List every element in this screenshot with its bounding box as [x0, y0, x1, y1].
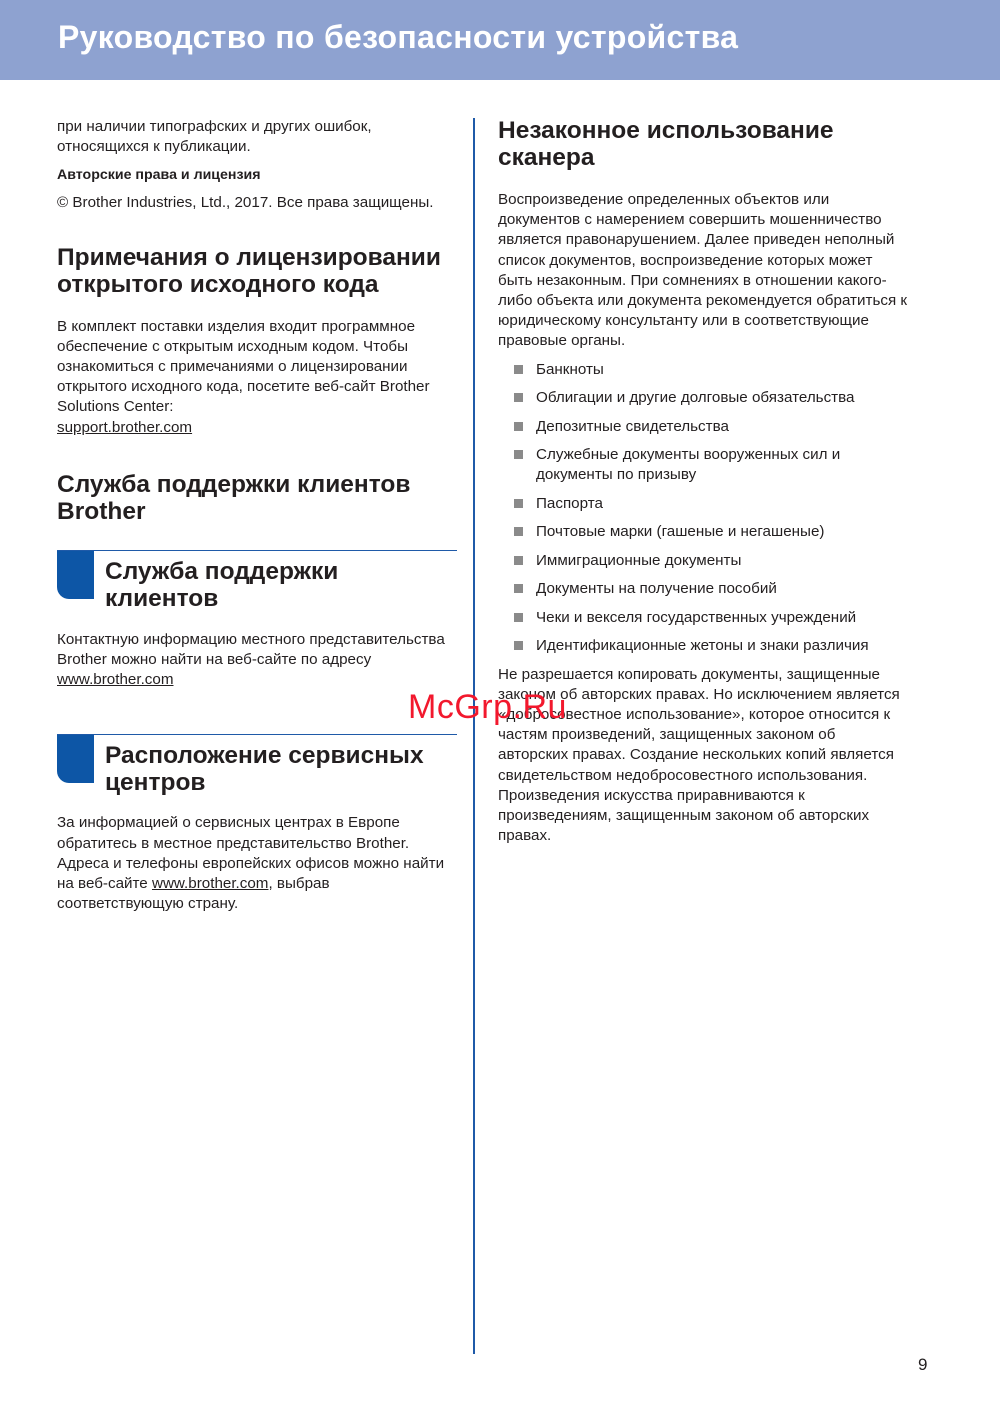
list-item: Паспорта	[498, 494, 908, 514]
scanner-misuse-intro: Воспроизведение определенных объектов или документов с намерением совершить мошенничество является правонарушением. Далее приведен неполный список документов, воспроизведение которых может быть незаконным. При сомнениях в отношении какого-либо объекта или документа рекомендуется обратиться к юридическому консультанту или в соответствующие правовые органы.	[498, 191, 908, 350]
customer-service-text	[57, 630, 457, 691]
bullet-square-icon	[514, 556, 523, 565]
watermark: McGrp.Ru	[408, 688, 567, 726]
bullet-square-icon	[514, 450, 523, 459]
scanner-misuse-title: Незаконное использование сканера	[498, 117, 834, 171]
oss-title: Примечания о лицензировании открытого исходного кода	[57, 243, 441, 298]
list-item: Документы на получение пособий	[498, 579, 908, 599]
service-centers-text-after: , выбрав соответствующую страну.	[57, 875, 330, 913]
section-marker	[57, 735, 94, 783]
list-item: Служебные документы вооруженных сил и документы по призыву	[498, 445, 908, 485]
document-list	[498, 360, 908, 657]
customer-service-header	[57, 550, 457, 615]
service-centers-text	[57, 813, 457, 914]
list-item: Иммиграционные документы	[498, 551, 908, 571]
bullet-square-icon	[514, 499, 523, 508]
support-link[interactable]: support.brother.com	[57, 418, 193, 436]
brother-link[interactable]: www.brother.com	[57, 671, 174, 689]
service-centers-text-before: За информацией о сервисных центрах в Европе обратитесь в местное представительство Brother. Адреса и телефоны европейских офисов можно найти на веб-сайте	[57, 814, 445, 893]
list-item: Чеки и векселя государственных учреждений	[498, 608, 908, 628]
list-item: Облигации и другие долговые обязательства	[498, 388, 908, 408]
scanner-misuse-outro: Не разрешается копировать документы, защищенные законом об авторских правах. Но исключением является «добросовестное использование», которое относится к частям произведений, защищенных законом об авторских правах. Создание нескольких копий является свидетельством недобросовестного использования. Произведения искусства приравниваются к произведениям, защищенным законом об авторских правах.	[498, 665, 900, 845]
right-column	[498, 117, 908, 846]
copyright-heading: Авторские права и лицензия	[57, 167, 261, 184]
support-title: Служба поддержки клиентов Brother	[57, 470, 411, 525]
list-item: Банкноты	[498, 360, 908, 380]
service-centers-header	[57, 734, 457, 799]
list-item: Почтовые марки (гашеные и негашеные)	[498, 522, 908, 542]
copyright-text: © Brother Industries, Ltd., 2017. Все права защищены.	[57, 194, 434, 212]
list-item: Депозитные свидетельства	[498, 417, 908, 437]
bullet-square-icon	[514, 613, 523, 622]
oss-text	[57, 317, 457, 438]
page-number: 9	[918, 1355, 928, 1374]
customer-service-text-body: Контактную информацию местного представительства Brother можно найти на веб-сайте по адресу	[57, 630, 445, 669]
bullet-square-icon	[514, 365, 523, 374]
page-title: Руководство по безопасности устройства	[58, 19, 739, 55]
oss-text-body: В комплект поставки изделия входит программное обеспечение с открытым исходным кодом. Чтобы ознакомиться с примечаниями о лицензировании открытого исходного кода, посетите веб-сайт Brother Solutions Center:	[57, 317, 430, 416]
customer-service-title: Служба поддержки клиентов	[105, 557, 339, 612]
service-centers-title: Расположение сервисных центров	[105, 742, 424, 797]
bullet-square-icon	[514, 393, 523, 402]
bullet-square-icon	[514, 422, 523, 431]
bullet-square-icon	[514, 527, 523, 536]
brother-link-2[interactable]: www.brother.com	[151, 875, 269, 893]
list-item: Идентификационные жетоны и знаки различия	[498, 636, 908, 656]
section-marker	[57, 551, 94, 599]
intro-text: при наличии типографских и других ошибок, относящихся к публикации.	[57, 118, 372, 156]
left-column	[57, 117, 457, 914]
bullet-square-icon	[514, 584, 523, 593]
bullet-square-icon	[514, 641, 523, 650]
column-divider	[473, 118, 475, 1354]
page-header	[0, 0, 1000, 80]
